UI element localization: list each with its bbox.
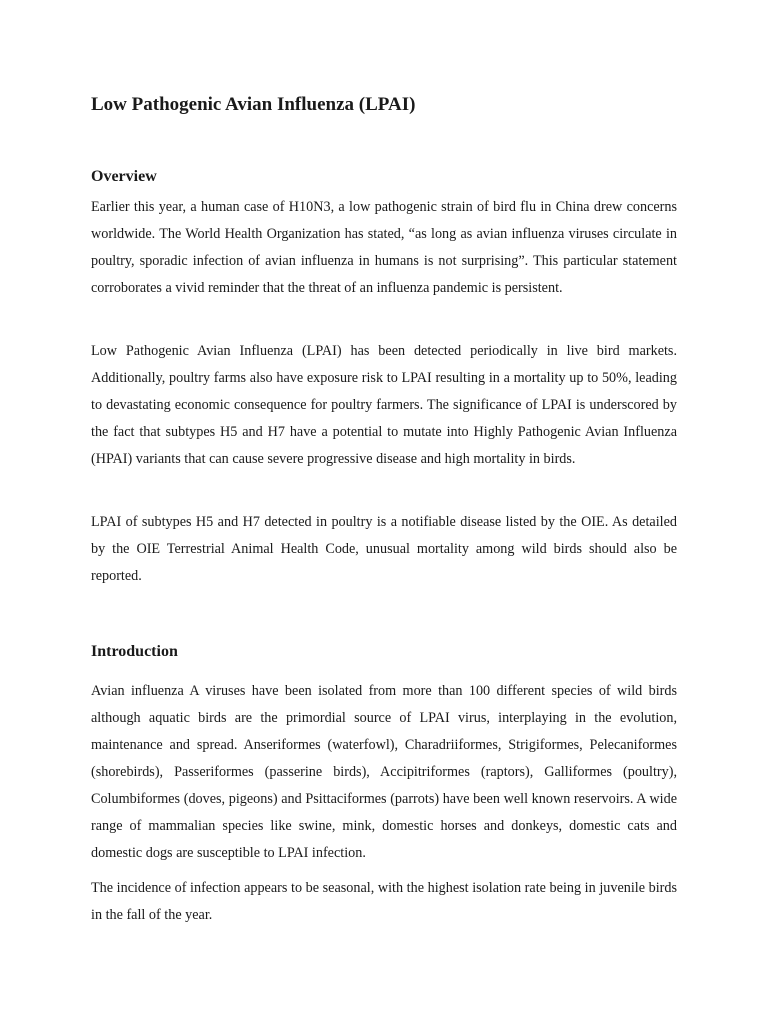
section-heading-introduction: Introduction — [91, 643, 178, 660]
introduction-paragraph-2: The incidence of infection appears to be seasonal, with the highest isolation rate being in juvenile birds in the fall of the year. — [91, 880, 677, 923]
document-title: Low Pathogenic Avian Influenza (LPAI) — [91, 94, 416, 115]
overview-paragraph-3: LPAI of subtypes H5 and H7 detected in poultry is a notifiable disease listed by the OIE. As detailed by the OIE Terrestrial Animal Health Code, unusual mortality among wild birds should also be reported. — [91, 514, 677, 584]
overview-paragraph-2: Low Pathogenic Avian Influenza (LPAI) has been detected periodically in live bird markets. Additionally, poultry farms also have exposure risk to LPAI resulting in a mortality up to 50%, leading to devastating economic consequence for poultry farmers. The significance of LPAI is underscored by the fact that subtypes H5 and H7 have a potential to mutate into Highly Pathogenic Avian Influenza (HPAI) variants that can cause severe progressive disease and high mortality in birds. — [91, 343, 677, 467]
overview-paragraph-1: Earlier this year, a human case of H10N3, a low pathogenic strain of bird flu in China drew concerns worldwide. The World Health Organization has stated, “as long as avian influenza viruses circulate in poultry, sporadic infection of avian influenza in humans is not surprising”. This particular statement corroborates a vivid reminder that the threat of an influenza pandemic is persistent. — [91, 199, 677, 296]
section-heading-overview: Overview — [91, 168, 157, 185]
introduction-paragraph-1: Avian influenza A viruses have been isolated from more than 100 different species of wild birds although aquatic birds are the primordial source of LPAI virus, interplaying in the evolution, maintenance and spread. Anseriformes (waterfowl), Charadriiformes, Strigiformes, Pelecaniformes (shorebirds), Passeriformes (passerine birds), Accipitriformes (raptors), Galliformes (poultry), Columbiformes (doves, pigeons) and Psittaciformes (parrots) have been well known reservoirs. A wide range of mammalian species like swine, mink, domestic horses and donkeys, domestic cats and domestic dogs are susceptible to LPAI infection. — [91, 683, 677, 861]
